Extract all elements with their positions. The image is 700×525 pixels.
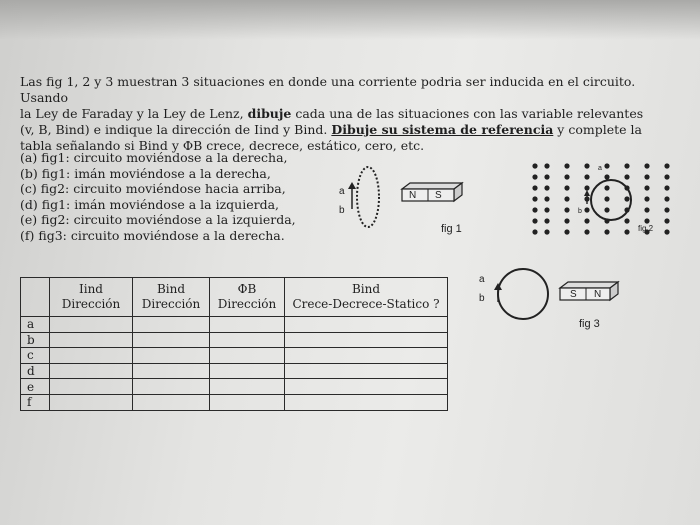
table-row — [21, 332, 448, 348]
row-label: b — [21, 332, 50, 348]
answer-cell[interactable] — [133, 394, 210, 410]
answer-cell[interactable] — [285, 394, 448, 410]
fig3-magnet-front — [560, 288, 610, 300]
answer-cell[interactable] — [133, 363, 210, 379]
instructions-paragraph — [20, 74, 680, 154]
intro-line-1: Las fig 1, 2 y 3 muestran 3 situaciones en donde una corriente podria ser inducida en el circuito. Usando — [20, 74, 636, 105]
fig1-loop — [357, 167, 379, 227]
header-bind — [133, 278, 210, 317]
header-phib — [210, 278, 285, 317]
list-item: (b) fig1: imán moviéndose a la derecha, — [20, 165, 271, 181]
list-item: (d) fig1: imán moviéndose a la izquierda, — [20, 196, 280, 212]
answer-table — [20, 277, 448, 411]
table-row — [21, 363, 448, 379]
header-iind-top: Iind — [79, 282, 103, 296]
answer-cell[interactable] — [285, 348, 448, 364]
header-bind-change-bottom: Crece-Decrece-Statico ? — [292, 297, 440, 311]
table-row — [21, 317, 448, 333]
table-row — [21, 348, 448, 364]
answer-cell[interactable] — [210, 317, 285, 333]
list-item: (f) fig3: circuito moviéndose a la derecha. — [20, 227, 285, 243]
answer-cell[interactable] — [50, 379, 133, 395]
fig3-label-a: a — [479, 274, 485, 285]
intro-line-2-c: cada una de las situaciones con las variable relevantes — [291, 106, 644, 121]
fig3-caption: fig 3 — [579, 318, 600, 330]
fig3-magnet-n: N — [594, 289, 602, 300]
row-label: e — [21, 379, 50, 395]
header-bind-change-top: Bind — [351, 282, 381, 296]
fig1-magnet-n: N — [409, 190, 417, 201]
header-phib-bottom: Dirección — [217, 297, 277, 311]
header-iind-bottom: Dirección — [61, 297, 121, 311]
table-header-row — [21, 278, 448, 317]
fig2-label-a: a — [598, 165, 602, 172]
fig2-label-b: b — [578, 208, 582, 215]
answer-cell[interactable] — [210, 348, 285, 364]
fig3-magnet-s: S — [570, 289, 577, 300]
answer-cell[interactable] — [50, 348, 133, 364]
intro-line-2-a: la Ley de Faraday y la Ley de Lenz, — [20, 106, 248, 121]
answer-cell[interactable] — [133, 317, 210, 333]
answer-cell[interactable] — [210, 332, 285, 348]
fig1-magnet-s: S — [435, 190, 442, 201]
answer-cell[interactable] — [133, 379, 210, 395]
answer-cell[interactable] — [50, 317, 133, 333]
corner-cell — [21, 278, 50, 317]
header-bind-top: Bind — [156, 282, 186, 296]
fig3-magnet-top — [560, 282, 618, 288]
list-item: (c) fig2: circuito moviéndose hacia arriba, — [20, 181, 286, 197]
fig1-caption: fig 1 — [441, 223, 462, 235]
answer-cell[interactable] — [285, 363, 448, 379]
answer-cell[interactable] — [133, 348, 210, 364]
answer-cell[interactable] — [133, 332, 210, 348]
fig1-arrow-head — [348, 182, 356, 189]
intro-line-3-a: (v, B, Bind) e indique la dirección de Iind y Bind. — [20, 122, 332, 137]
answer-cell[interactable] — [50, 332, 133, 348]
answer-cell[interactable] — [210, 363, 285, 379]
row-label: d — [21, 363, 50, 379]
answer-cell[interactable] — [50, 394, 133, 410]
fig2-caption: fig 2 — [638, 224, 654, 233]
intro-line-3-c: y complete la — [553, 122, 642, 137]
answer-cell[interactable] — [50, 363, 133, 379]
header-phib-top: ΦB — [237, 282, 257, 296]
intro-line-2 — [20, 106, 680, 122]
answer-cell[interactable] — [210, 379, 285, 395]
fig1-label-b: b — [339, 205, 345, 216]
header-iind — [50, 278, 133, 317]
answer-cell[interactable] — [285, 332, 448, 348]
fig3-label-b: b — [479, 293, 485, 304]
intro-line-4: tabla señalando si Bind y ΦB crece, decrece, estático, cero, etc. — [20, 138, 425, 153]
table-row — [21, 394, 448, 410]
row-label: a — [21, 317, 50, 333]
fig1-magnet-top — [402, 183, 462, 189]
answer-cell[interactable] — [285, 379, 448, 395]
page-shadow — [0, 0, 700, 40]
situations-list — [20, 150, 296, 244]
header-bind-change — [285, 278, 448, 317]
row-label: c — [21, 348, 50, 364]
list-item: (e) fig2: circuito moviéndose a la izquierda, — [20, 212, 296, 228]
fig3-loop — [498, 269, 548, 319]
fig1-label-a: a — [339, 186, 345, 197]
row-label: f — [21, 394, 50, 410]
header-bind-bottom: Dirección — [141, 297, 201, 311]
intro-line-3 — [20, 122, 680, 138]
intro-line-2-bold: dibuje — [247, 106, 292, 121]
table-row — [21, 379, 448, 395]
answer-cell[interactable] — [285, 317, 448, 333]
intro-line-3-underlined: Dibuje su sistema de referencia — [331, 122, 554, 137]
answer-cell[interactable] — [210, 394, 285, 410]
fig3-diagram — [490, 262, 630, 332]
fig2-arrow-head — [584, 190, 590, 196]
list-item: (a) fig1: circuito moviéndose a la derecha, — [20, 150, 288, 165]
